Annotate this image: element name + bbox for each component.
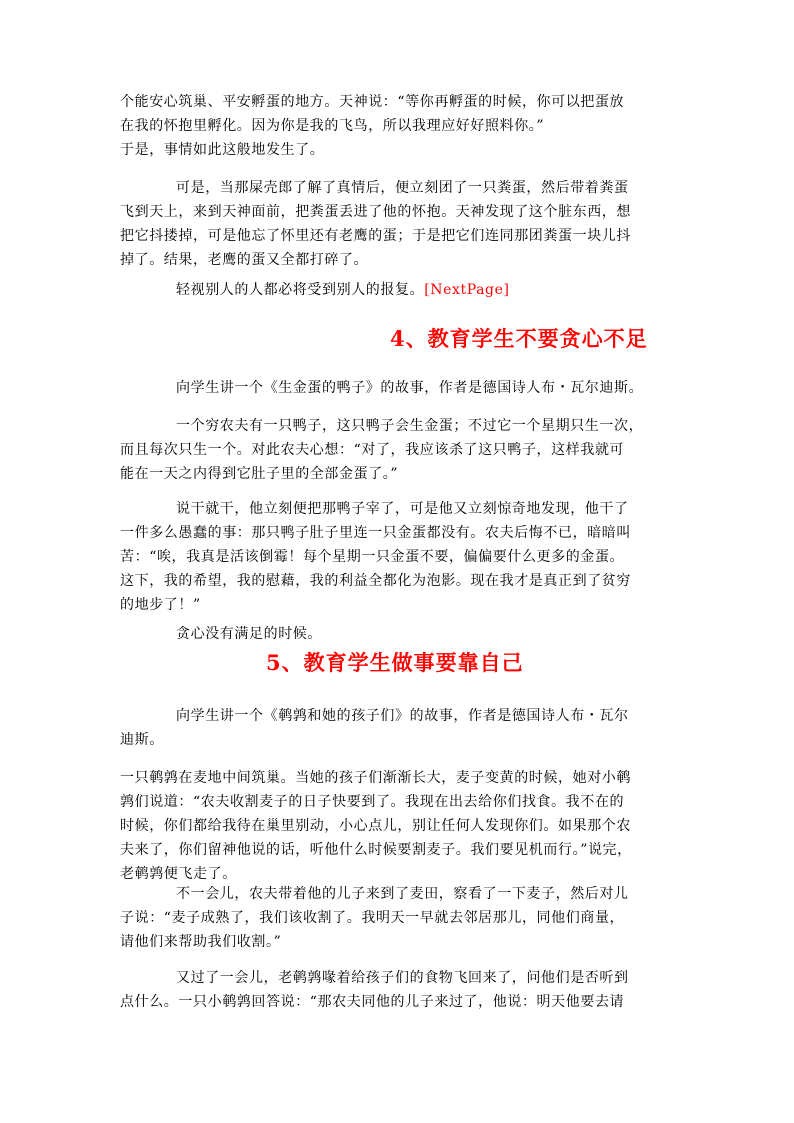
text-line: 向学生讲一个《生金蛋的鸭子》的故事，作者是德国诗人布・瓦尔迪斯。 [176,380,644,396]
text-line: 夫来了，你们留神他说的话，听他什么时候要割麦子。我们要见机而行。”说完， [120,842,632,858]
text-line: 又过了一会儿，老鹌鹑喙着给孩子们的食物飞回来了，问他们是否听到 [176,970,629,986]
paragraph-9 [120,704,676,728]
text-line: 说干就干，他立刻便把那鸭子宰了，可是他又立刻惊奇地发现，他干了 [176,501,629,517]
text-line: 老鹌鹑便飞走了。 [120,866,237,882]
paragraph-12-cont [120,990,676,1014]
text-line: 飞到天上，来到天神面前，把粪蛋丢进了他的怀抱。天神发现了这个脏东西，想 [120,204,631,220]
moral-text: 轻视别人的人都必将受到别人的报复。 [176,282,425,298]
text-line: 时候，你们都给我待在巢里别动，小心点儿，别让任何人发现你们。如果那个农 [120,818,631,834]
paragraph-3-cont [120,200,676,272]
paragraph-2 [120,138,676,162]
text-line: 不一会儿，农夫带着他的儿子来到了麦田，察看了一下麦子，然后对儿 [176,886,629,902]
paragraph-12 [120,966,676,990]
text-line: 贪心没有满足的时候。 [176,626,322,642]
paragraph-1 [120,90,676,138]
text-line: 这下，我的希望，我的慰藉，我的利益全都化为泡影。现在我才是真正到了贫穷 [120,573,631,589]
paragraph-7 [120,497,676,521]
text-line: 迪斯。 [120,732,164,748]
text-line: 的地步了！” [120,597,201,613]
paragraph-9-cont [120,728,676,752]
text-line: 能在一天之内得到它肚子里的全部金蛋了。” [120,466,399,482]
paragraph-8 [120,622,676,646]
section-heading-5: 5、教育学生做事要靠自己 [266,650,524,675]
paragraph-5 [120,376,676,400]
text-line: 一件多么愚蠢的事：那只鸭子肚子里连一只金蛋都没有。农夫后悔不已，暗暗叫 [120,525,631,541]
text-line: 请他们来帮助我们收割。” [120,934,282,950]
text-line: 一只鹌鹑在麦地中间筑巢。当她的孩子们渐渐长大，麦子变黄的时候，她对小鹌 [120,770,631,786]
text-line: 掉了。结果，老鹰的蛋又全都打碎了。 [120,252,369,268]
paragraph-6 [120,414,676,438]
text-line: 可是，当那屎壳郎了解了真情后，便立刻团了一只粪蛋，然后带着粪蛋 [176,180,629,196]
text-line: 鹑们说道：“农夫收割麦子的日子快要到了。我现在出去给你们找食。我不在的 [120,794,625,810]
paragraph-6-cont [120,438,676,486]
text-line: 在我的怀抱里孵化。因为你是我的飞鸟，所以我理应好好照料你。” [120,118,545,134]
paragraph-10 [120,766,676,886]
text-line: 一个穷农夫有一只鸭子，这只鸭子会生金蛋；不过它一个星期只生一次， [176,418,644,434]
text-line [176,278,676,302]
text-line: 于是，事情如此这般地发生了。 [120,142,325,158]
paragraph-4 [120,278,676,302]
text-line: 个能安心筑巢、平安孵蛋的地方。天神说：“等你再孵蛋的时候，你可以把蛋放 [120,94,625,110]
text-line: 向学生讲一个《鹌鹑和她的孩子们》的故事，作者是德国诗人布・瓦尔 [176,708,629,724]
text-line: 点什么。一只小鹌鹑回答说：“那农夫同他的儿子来过了，他说：明天他要去请 [120,994,625,1010]
text-line: 而且每次只生一个。对此农夫心想：“对了，我应该杀了这只鸭子，这样我就可 [120,442,625,458]
text-line: 子说：“麦子成熟了，我们该收割了。我明天一早就去邻居那儿，同他们商量， [120,910,625,926]
section-heading-4: 4、教育学生不要贪心不足 [390,326,648,351]
text-line: 苦：“唉，我真是活该倒霉！每个星期一只金蛋不要，偏偏要什么更多的金蛋。 [120,549,625,565]
paragraph-3 [120,176,676,200]
paragraph-11-cont [120,906,676,954]
paragraph-7-cont [120,521,676,617]
text-line: 把它抖搂掉，可是他忘了怀里还有老鹰的蛋；于是把它们连同那团粪蛋一块儿抖 [120,228,631,244]
next-page-link[interactable]: [NextPage] [424,282,510,298]
paragraph-11 [120,882,676,906]
